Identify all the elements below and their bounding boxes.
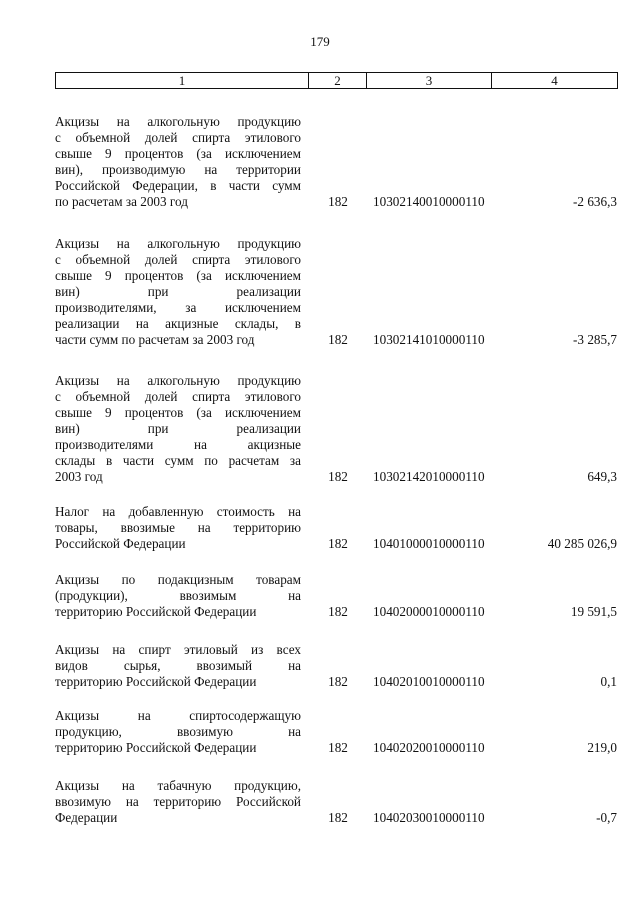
row-description-line: вин) при реализации xyxy=(55,421,301,436)
column-header-2: 2 xyxy=(309,73,367,89)
row-description-line: видов сырья, ввозимый на xyxy=(55,658,301,673)
row-budget-code: 10302141010000110 xyxy=(373,332,485,347)
row-amount: 19 591,5 xyxy=(570,604,617,619)
row-description-line: Акцизы на алкогольную продукцию xyxy=(55,114,301,129)
row-description-line: Налог на добавленную стоимость на xyxy=(55,504,301,519)
row-description-line: с объемной долей спирта этилового xyxy=(55,389,301,404)
row-admin-code: 182 xyxy=(328,194,348,209)
column-header-3: 3 xyxy=(367,73,492,89)
row-amount: 40 285 026,9 xyxy=(547,536,617,551)
table-row xyxy=(55,0,617,826)
row-description-line: Акцизы на спиртосодержащую xyxy=(55,708,301,723)
row-description-line: по расчетам за 2003 год xyxy=(55,194,188,209)
row-description-line: территорию Российской Федерации xyxy=(55,674,257,689)
row-description-line: Акцизы на алкогольную продукцию xyxy=(55,236,301,251)
row-budget-code: 10402030010000110 xyxy=(373,810,485,825)
row-description-line: с объемной долей спирта этилового xyxy=(55,252,301,267)
row-amount: -2 636,3 xyxy=(573,194,617,209)
column-header-1: 1 xyxy=(56,73,309,89)
row-description-line: Российской Федерации xyxy=(55,536,186,551)
row-description-line: товары, ввозимые на территорию xyxy=(55,520,301,535)
row-admin-code: 182 xyxy=(328,674,348,689)
page-number: 179 xyxy=(310,34,330,49)
row-description-line: продукцию, ввозимую на xyxy=(55,724,301,739)
row-description xyxy=(55,778,301,826)
row-description-line: свыше 9 процентов (за исключением xyxy=(55,405,301,420)
row-description-line: 2003 год xyxy=(55,469,103,484)
row-admin-code: 182 xyxy=(328,332,348,347)
row-admin-code: 182 xyxy=(328,536,348,551)
row-amount: 649,3 xyxy=(587,469,617,484)
row-admin-code: 182 xyxy=(328,469,348,484)
row-description-line: вин) при реализации xyxy=(55,284,301,299)
row-budget-code: 10402010010000110 xyxy=(373,674,485,689)
row-budget-code: 10302140010000110 xyxy=(373,194,485,209)
row-description-line: территорию Российской Федерации xyxy=(55,604,257,619)
row-budget-code: 10302142010000110 xyxy=(373,469,485,484)
column-header-4: 4 xyxy=(492,73,618,89)
row-description-line: Федерации xyxy=(55,810,118,825)
row-description-line: вин), производимую на территории xyxy=(55,162,301,177)
row-description-line: ввозимую на территорию Российской xyxy=(55,794,301,809)
row-budget-code: 10402020010000110 xyxy=(373,740,485,755)
row-description-line: Акцизы на спирт этиловый из всех xyxy=(55,642,301,657)
row-description-line: части сумм по расчетам за 2003 год xyxy=(55,332,255,347)
row-description-line: Акцизы на табачную продукцию, xyxy=(55,778,301,793)
row-admin-code: 182 xyxy=(328,604,348,619)
row-budget-code: 10401000010000110 xyxy=(373,536,485,551)
row-description-line: Акцизы на алкогольную продукцию xyxy=(55,373,301,388)
row-amount: -3 285,7 xyxy=(573,332,617,347)
row-description-line: производителями, за исключением xyxy=(55,300,301,315)
row-amount: -0,7 xyxy=(596,810,617,825)
row-admin-code: 182 xyxy=(328,810,348,825)
row-amount: 219,0 xyxy=(587,740,617,755)
row-description-line: реализации на акцизные склады, в xyxy=(55,316,301,331)
row-description-line: Акцизы по подакцизным товарам xyxy=(55,572,301,587)
row-description-line: территорию Российской Федерации xyxy=(55,740,257,755)
row-description-line: производителями на акцизные xyxy=(55,437,301,452)
row-description-line: свыше 9 процентов (за исключением xyxy=(55,146,301,161)
row-description-line: свыше 9 процентов (за исключением xyxy=(55,268,301,283)
row-description-line: склады в части сумм по расчетам за xyxy=(55,453,301,468)
row-amount: 0,1 xyxy=(600,674,617,689)
row-admin-code: 182 xyxy=(328,740,348,755)
row-description-line: с объемной долей спирта этилового xyxy=(55,130,301,145)
row-description-line: Российской Федерации, в части сумм xyxy=(55,178,301,193)
row-budget-code: 10402000010000110 xyxy=(373,604,485,619)
row-description-line: (продукции), ввозимым на xyxy=(55,588,301,603)
